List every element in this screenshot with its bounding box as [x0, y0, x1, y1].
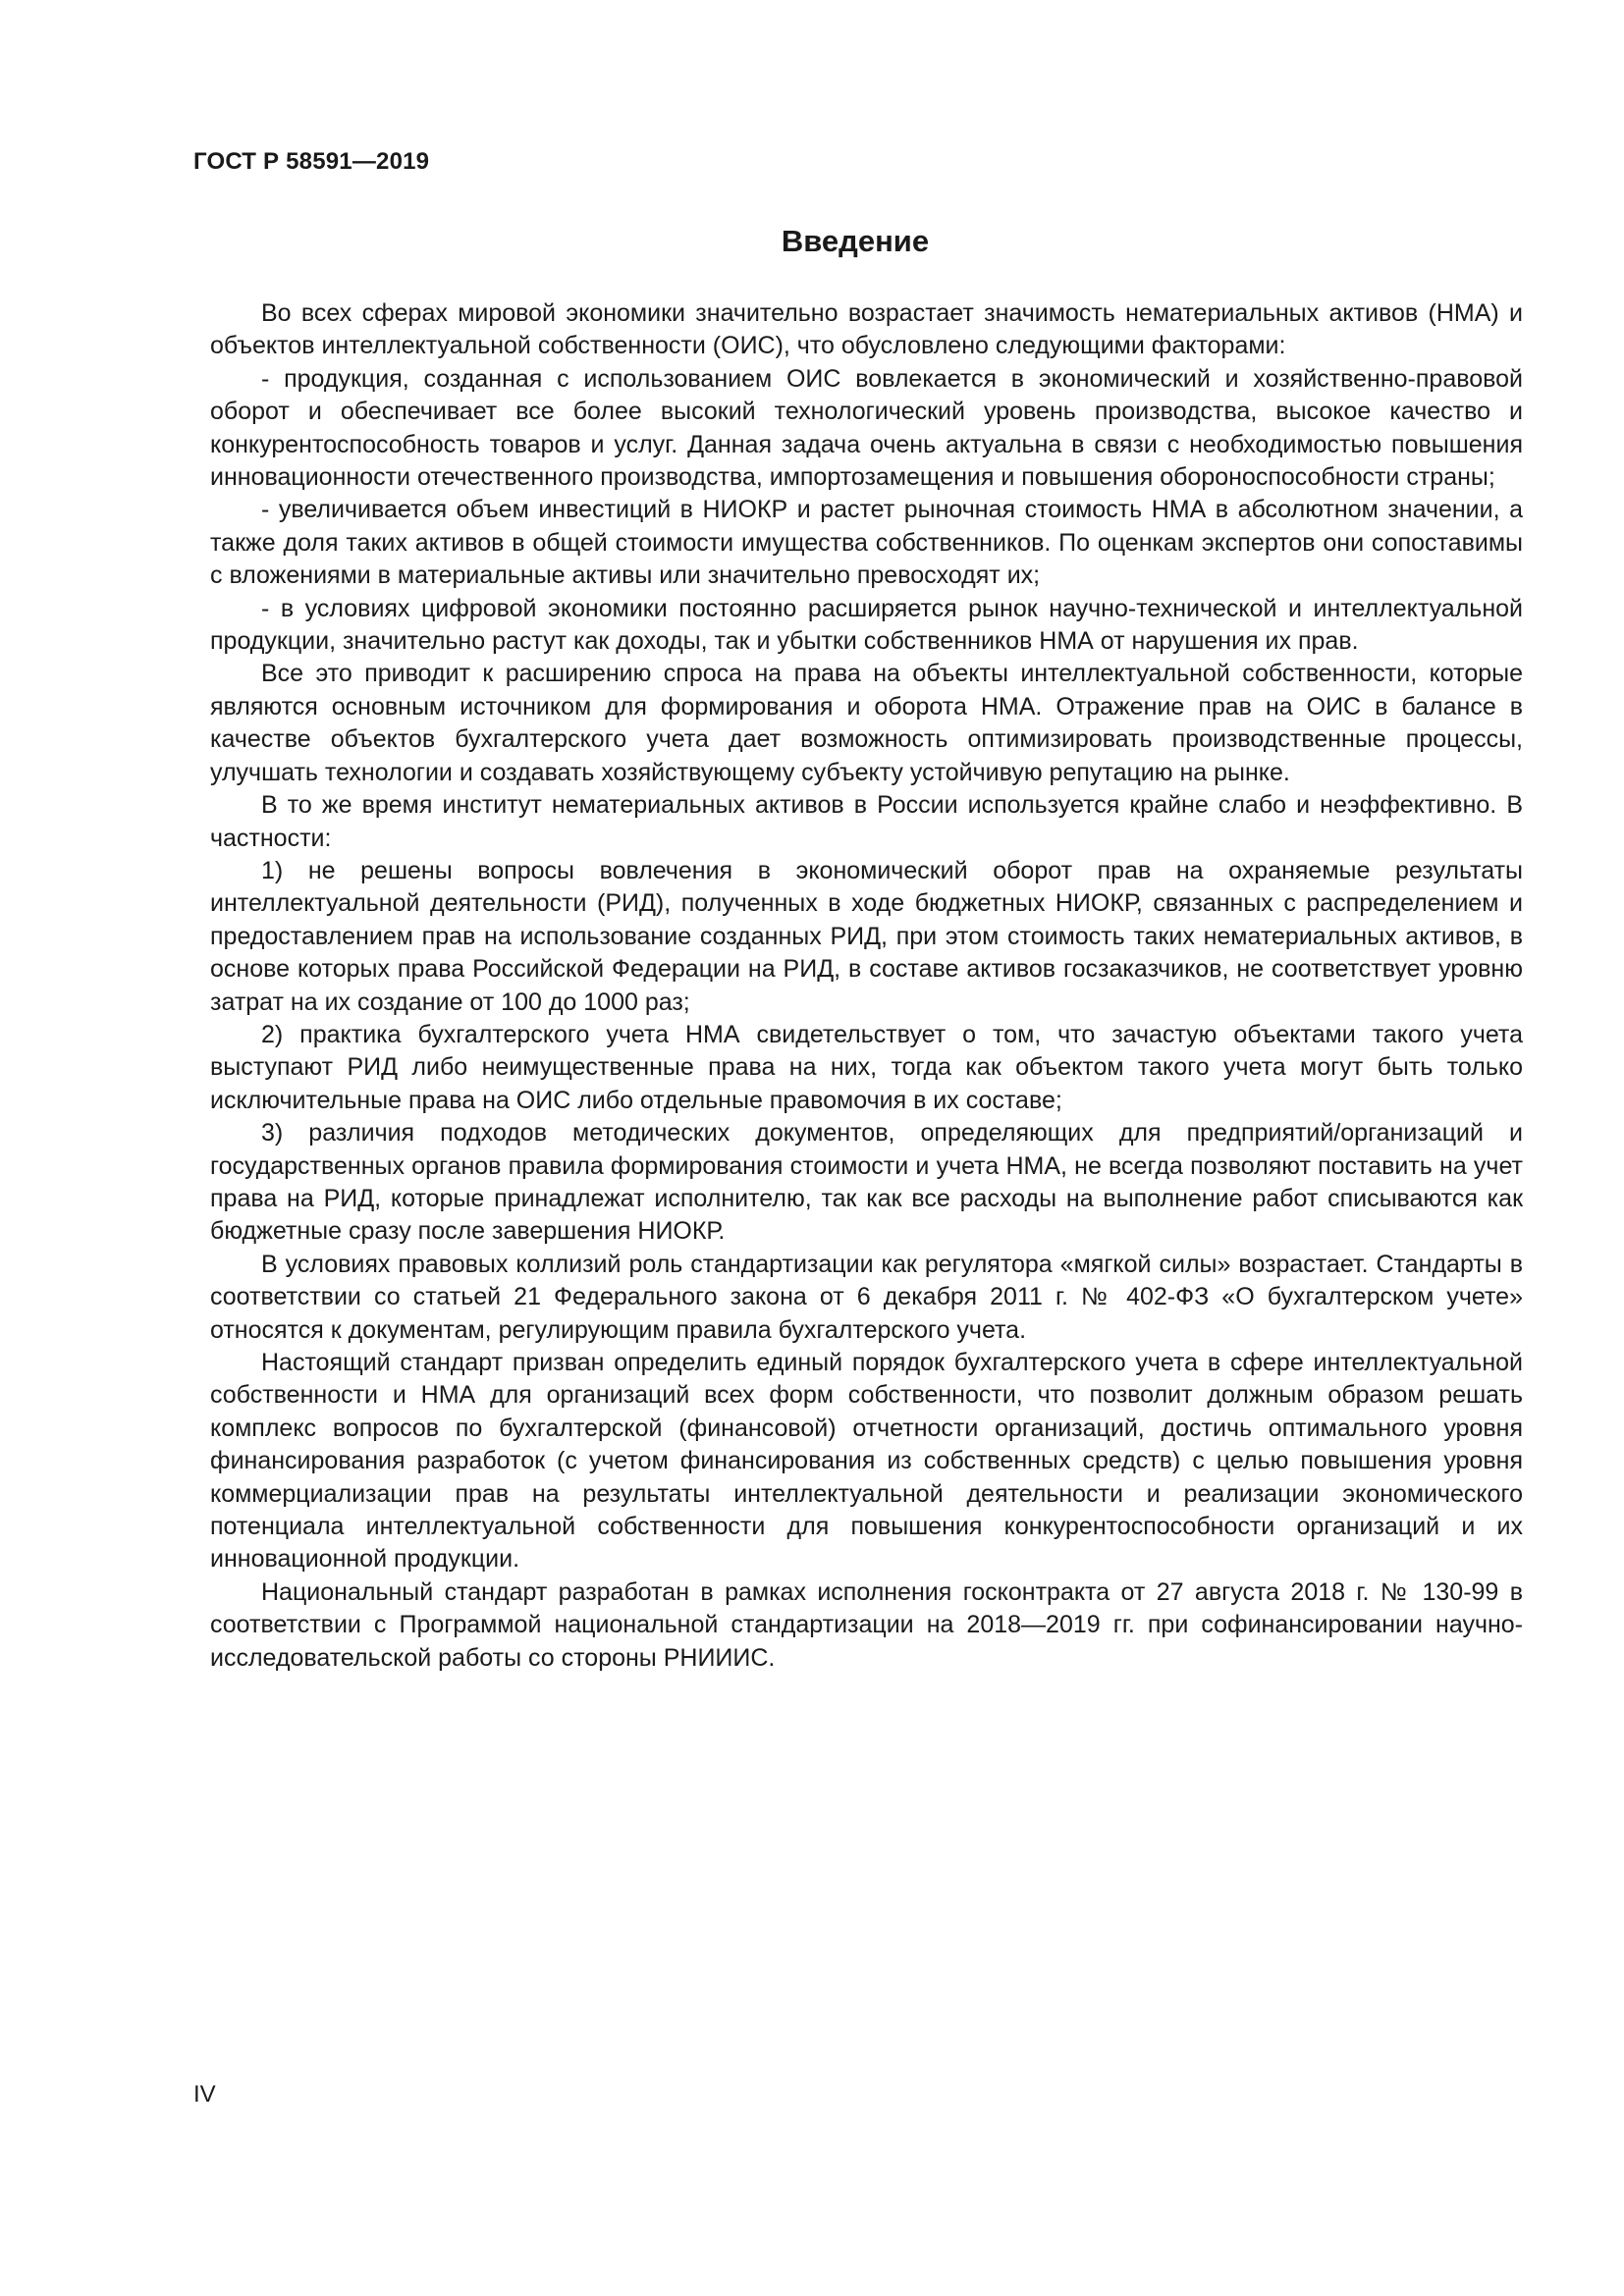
- paragraph: Настоящий стандарт призван определить единый порядок бухгалтерского учета в сфере интеллектуальной собственности и НМА для организаций всех форм собственности, что позволит должным образом решать комплекс вопросов по бухгалтерской (финансовой) отчетности организаций, достичь оптимального уровня финансирования разработок (с учетом финансирования из собственных средств) с целью повышения уровня коммерциализации прав на результаты интеллектуальной деятельности и реализации экономического потенциала интеллектуальной собственности для повышения конкурентоспособности организаций и их инновационной продукции.: [210, 1349, 1523, 1574]
- page-number: IV: [193, 2081, 216, 2108]
- list-item: - в условиях цифровой экономики постоянно расширяется рынок научно-технической и интеллектуальной продукции, значительно растут как доходы, так и убытки собственников НМА от нарушения их прав.: [210, 594, 1523, 656]
- paragraph: Все это приводит к расширению спроса на права на объекты интеллектуальной собственности, которые являются основным источником для формирования и оборота НМА. Отражение прав на ОИС в балансе в качестве объектов бухгалтерского учета дает возможность оптимизировать производственные процессы, улучшать технологии и создавать хозяйствующему субъекту устойчивую репутацию на рынке.: [210, 660, 1523, 786]
- paragraph: В условиях правовых коллизий роль стандартизации как регулятора «мягкой силы» возрастает. Стандарты в соответствии со статьей 21 Федерального закона от 6 декабря 2011 г. № 402-ФЗ «О бухгалтерском учете» относятся к документам, регулирующим правила бухгалтерского учета.: [210, 1250, 1523, 1344]
- list-item: 2) практика бухгалтерского учета НМА свидетельствует о том, что зачастую объектами такого учета выступают РИД либо неимущественные права на них, тогда как объектом такого учета могут быть только исключительные права на ОИС либо отдельные правомочия в их составе;: [210, 1020, 1523, 1114]
- list-item: - продукция, созданная с использованием ОИС вовлекается в экономический и хозяйственно-правовой оборот и обеспечивает все более высокий технологический уровень производства, высокое качество и конкурентоспособность товаров и услуг. Данная задача очень актуальна в связи с необходимостью повышения инновационности отечественного производства, импортозамещения и повышения обороноспособности страны;: [210, 364, 1523, 492]
- list-item: - увеличивается объем инвестиций в НИОКР и растет рыночная стоимость НМА в абсолютном значении, а также доля таких активов в общей стоимости имущества собственников. По оценкам экспертов они сопоставимы с вложениями в материальные активы или значительно превосходят их;: [210, 496, 1523, 590]
- introduction-body: [210, 297, 1523, 1675]
- paragraph: В то же время институт нематериальных активов в России используется крайне слабо и неэффективно. В частности:: [210, 791, 1523, 852]
- section-title: Введение: [781, 224, 930, 258]
- paragraph: Национальный стандарт разработан в рамках исполнения госконтракта от 27 августа 2018 г. № 130-99 в соответствии с Программой национальной стандартизации на 2018—2019 гг. при софинансировании научно-исследовательской работы со стороны РНИИИС.: [210, 1577, 1523, 1672]
- document-code: ГОСТ Р 58591—2019: [193, 148, 430, 175]
- list-item: 1) не решены вопросы вовлечения в экономический оборот прав на охраняемые результаты интеллектуальной деятельности (РИД), полученных в ходе бюджетных НИОКР, связанных с распределением и предоставлением прав на использование созданных РИД, при этом стоимость таких нематериальных активов, в основе которых права Российской Федерации на РИД, в составе активов госзаказчиков, не соответствует уровню затрат на их создание от 100 до 1000 раз;: [210, 856, 1523, 1016]
- paragraph: Во всех сферах мировой экономики значительно возрастает значимость нематериальных активов (НМА) и объектов интеллектуальной собственности (ОИС), что обусловлено следующими факторами:: [210, 299, 1523, 360]
- list-item: 3) различия подходов методических документов, определяющих для предприятий/организаций и государственных органов правила формирования стоимости и учета НМА, не всегда позволяют поставить на учет права на РИД, которые принадлежат исполнителю, так как все расходы на выполнение работ списываются как бюджетные сразу после завершения НИОКР.: [210, 1119, 1523, 1246]
